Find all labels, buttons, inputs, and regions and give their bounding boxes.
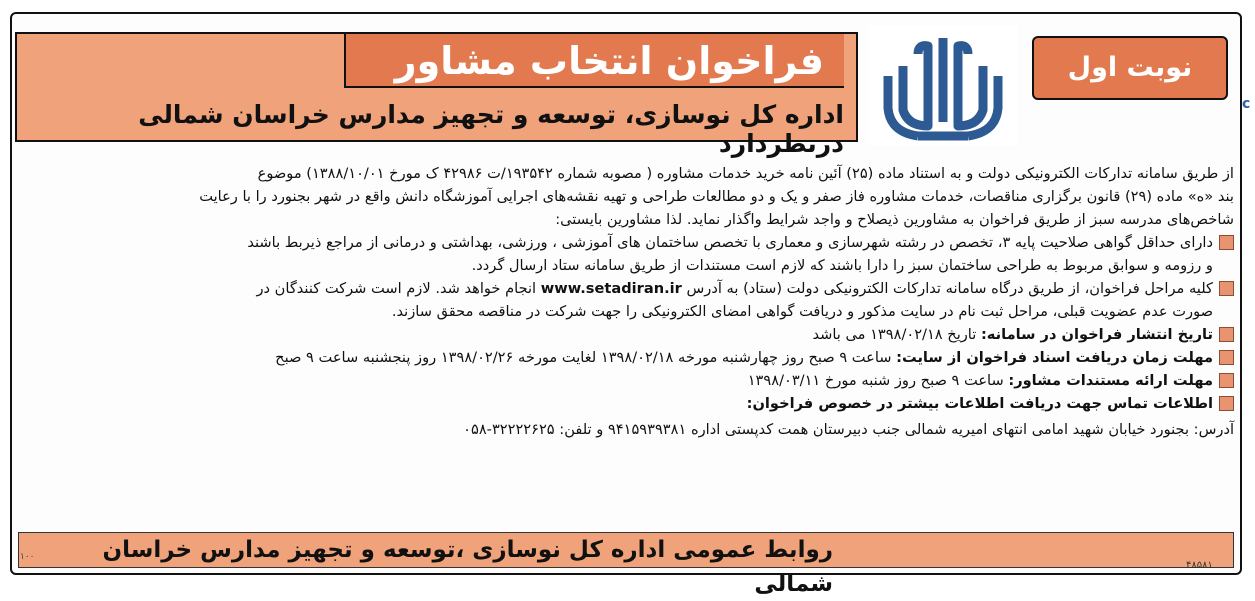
submit-deadline-label: مهلت ارائه مستندات مشاور:	[1008, 372, 1213, 389]
intro-paragraph	[18, 162, 1234, 231]
bullet-text: دارای حداقل گواهی صلاحیت پایه ۳، تخصص در رشته شهرسازی و معماری با تخصص ساختمان های آموزشی ، ورزشی، بهداشتی و درمانی از مراجع ذیربط باشند	[247, 234, 1213, 251]
submit-deadline-value: ساعت ۹ صبح روز شنبه مورخ ۱۳۹۸/۰۳/۱۱	[747, 372, 1004, 389]
setadiran-link[interactable]: www.setadiran.ir	[540, 280, 682, 297]
contact-label: اطلاعات تماس جهت دریافت اطلاعات بیشتر در خصوص فراخوان:	[746, 395, 1213, 412]
publish-date-label: تاریخ انتشار فراخوان در سامانه:	[980, 326, 1213, 343]
docs-deadline-value: ساعت ۹ صبح روز چهارشنبه مورخه ۱۳۹۸/۰۲/۱۸ لغایت مورخه ۱۳۹۸/۰۲/۲۶ روز پنجشنبه ساعت ۹ صبح	[275, 349, 892, 366]
round-badge: نوبت اول	[1032, 36, 1228, 100]
bullet-square-icon	[1219, 235, 1234, 250]
intro-line: شاخص‌های مدرسه سبز از طریق فراخوان به مشاورین ذیصلاح و واجد شرایط واگذار نماید. لذا مشاورین بایستی:	[555, 211, 1234, 228]
list-item	[18, 346, 1234, 369]
notice-body	[18, 162, 1234, 441]
bullet-square-icon	[1219, 373, 1234, 388]
list-item	[18, 369, 1234, 392]
publish-date-value: تاریخ ۱۳۹۸/۰۲/۱۸ می باشد	[812, 326, 977, 343]
docs-deadline-label: مهلت زمان دریافت اسناد فراخوان از سایت:	[896, 349, 1213, 366]
bullet-square-icon	[1219, 396, 1234, 411]
list-item	[18, 231, 1234, 277]
list-item	[18, 277, 1234, 323]
intro-line: بند «ه» ماده (۲۹) قانون برگزاری مناقصات، خدمات مشاوره فاز صفر و یک و دو مطالعات طراحی و تهیه نقشه‌های اجرایی آموزشگاه دانش واقع در شهر بجنورد را با رعایت	[199, 188, 1234, 205]
ad-code: ۴۸۵۸۱	[1186, 560, 1213, 571]
bullet-text: و رزومه و سوابق مربوط به طراحی ساختمان سبز را دارا باشند که لازم است مستندات از طریق سامانه ستاد ارسال گردد.	[471, 257, 1213, 274]
bullet-text-pre: کلیه مراحل فراخوان، از طریق درگاه سامانه تدارکات الکترونیکی دولت (ستاد) به آدرس	[686, 280, 1213, 297]
bullet-square-icon	[1219, 327, 1234, 342]
organization-emblem-icon	[868, 26, 1018, 146]
footer-page-number: ۱۰۰	[20, 552, 35, 562]
notice-header	[10, 12, 1242, 158]
edge-mark: c	[1242, 96, 1251, 112]
title-banner	[15, 32, 858, 158]
intro-line: از طریق سامانه تدارکات الکترونیکی دولت و به استناد ماده (۲۵) آئین نامه خرید خدمات مشاوره ( مصوبه شماره ۱۹۳۵۴۲/ت ۴۲۹۸۶ ک مورخ ۱۳۸۸/۱۰/۰۱) موضوع	[257, 165, 1234, 182]
bullet-text: صورت عدم عضویت قبلی، مراحل ثبت نام در سایت مذکور و دریافت گواهی امضای الکترونیکی را جهت شرکت در مناقصه محقق سازند.	[391, 303, 1213, 320]
list-item	[18, 392, 1234, 415]
footer-banner: روابط عمومی اداره کل نوسازی ،توسعه و تجهیز مدارس خراسان شمالی	[18, 532, 1234, 568]
bullet-square-icon	[1219, 281, 1234, 296]
bullet-text	[18, 277, 1213, 300]
notice-title: فراخوان انتخاب مشاور	[344, 34, 844, 88]
notice-subtitle: اداره کل نوسازی، توسعه و تجهیز مدارس خراسان شمالی درنظردارد	[138, 100, 844, 158]
bullet-text-post: انجام خواهد شد. لازم است شرکت کنندگان در	[256, 280, 537, 297]
bullet-square-icon	[1219, 350, 1234, 365]
list-item	[18, 323, 1234, 346]
address-line: آدرس: بجنورد خیابان شهید امامی انتهای امیریه شمالی جنب دبیرستان همت کدپستی اداره ۹۴۱۵۹۳۹۳۸۱ و تلفن: ۳۲۲۲۲۶۲۵-۰۵۸	[463, 421, 1234, 438]
